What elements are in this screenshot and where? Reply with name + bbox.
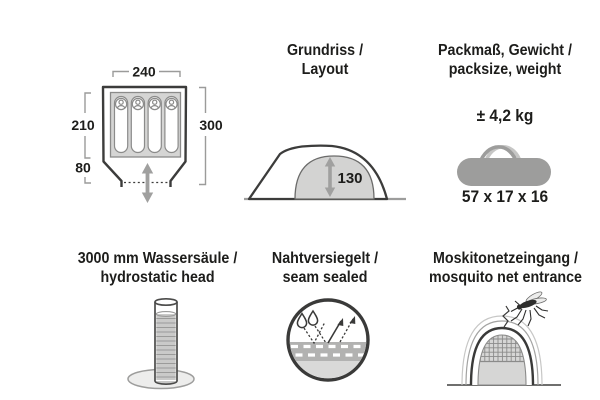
layout-section-title: [247, 41, 403, 79]
seam-section-title: [247, 249, 403, 287]
sealed-seam-band: [288, 342, 368, 381]
dim-inner-length-label: 210: [71, 117, 95, 133]
entrance-height-label: 130: [337, 170, 363, 187]
floorplan-diagram: [55, 20, 240, 225]
packsize-title-en: packsize, weight: [448, 61, 562, 78]
seam-title-en: seam sealed: [282, 269, 368, 286]
dim-right-bracket: [199, 88, 206, 185]
pack-dimensions-value: 57 x 17 x 16: [461, 188, 549, 206]
seam-sealed-icon: [283, 295, 373, 385]
seam-title-de: Nahtversiegelt /: [271, 250, 379, 267]
weight-value: ± 4,2 kg: [476, 107, 534, 125]
sleeping-bag: [165, 97, 178, 153]
layout-title-de: Grundriss /: [286, 42, 364, 59]
dim-total-length-label: 300: [199, 117, 223, 133]
hydrostatic-section-title: [63, 249, 252, 287]
mosquito-icon: [511, 290, 548, 326]
dim-width-label: 240: [132, 63, 156, 80]
sleeping-bag: [148, 97, 161, 153]
mosquito-title-de: Moskitonetzeingang /: [433, 250, 578, 267]
tent-side-view: [240, 123, 410, 205]
hydrostatic-title-de: 3000 mm Wassersäule /: [77, 250, 238, 267]
mosquito-net-entrance-icon: [442, 285, 566, 393]
packsize-title-de: Packmaß, Gewicht /: [438, 42, 572, 59]
packsize-section-title: [422, 41, 588, 79]
dim-vestibule-label: 80: [75, 159, 91, 176]
sleeping-bag: [131, 97, 144, 153]
sleeping-bag: [115, 97, 128, 153]
water-column-icon: [120, 294, 200, 392]
duffel-bag-icon: [443, 140, 567, 190]
mosquito-section-title: [416, 249, 595, 287]
layout-title-en: Layout: [301, 61, 349, 78]
hydrostatic-title-en: hydrostatic head: [100, 269, 215, 286]
mosquito-title-en: mosquito net entrance: [429, 269, 582, 286]
